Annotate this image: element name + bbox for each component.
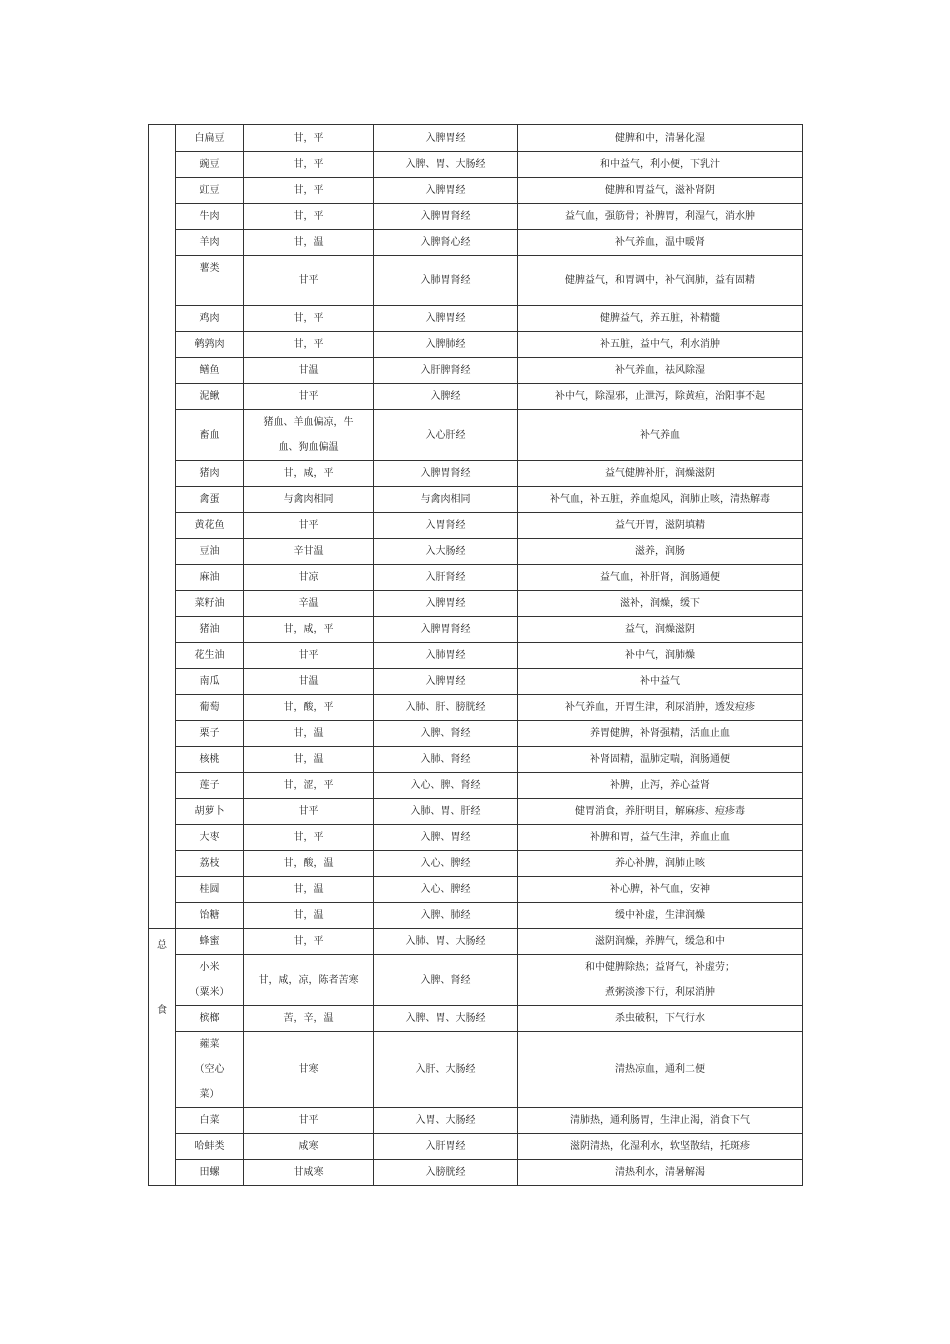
table-row bbox=[149, 358, 803, 384]
effect-cell bbox=[518, 955, 803, 1006]
food-name-cell: 饴糖 bbox=[176, 903, 244, 929]
taste-cell-line: 血、狗血偏温 bbox=[278, 442, 339, 453]
food-name-cell: 白菜 bbox=[176, 1108, 244, 1134]
table-row bbox=[149, 773, 803, 799]
food-name-cell-line: 菜） bbox=[199, 1089, 220, 1100]
table-row bbox=[149, 903, 803, 929]
taste-cell: 甘，平 bbox=[244, 332, 374, 358]
effect-cell: 杀虫破积，下气行水 bbox=[518, 1006, 803, 1032]
effect-cell: 健脾和胃益气，滋补肾阴 bbox=[518, 178, 803, 204]
effect-cell: 滋阴润燥，养脾气，缓急和中 bbox=[518, 929, 803, 955]
table-row bbox=[149, 617, 803, 643]
taste-cell: 甘温 bbox=[244, 669, 374, 695]
effect-cell: 滋养，润肠 bbox=[518, 539, 803, 565]
food-name-cell: 花生油 bbox=[176, 643, 244, 669]
taste-cell: 甘，温 bbox=[244, 721, 374, 747]
table-row bbox=[149, 591, 803, 617]
table-row bbox=[149, 306, 803, 332]
effect-cell: 滋补，润燥，缓下 bbox=[518, 591, 803, 617]
taste-cell: 辛温 bbox=[244, 591, 374, 617]
taste-cell: 甘平 bbox=[244, 384, 374, 410]
taste-cell: 甘平 bbox=[244, 256, 374, 306]
taste-cell: 咸寒 bbox=[244, 1134, 374, 1160]
table-row bbox=[149, 461, 803, 487]
taste-cell: 甘，咸，凉，陈者苦寒 bbox=[244, 955, 374, 1006]
taste-cell bbox=[244, 410, 374, 461]
table-row bbox=[149, 256, 803, 306]
taste-cell: 甘，平 bbox=[244, 152, 374, 178]
meridian-cell: 入肺、胃、肝经 bbox=[374, 799, 518, 825]
table-row bbox=[149, 152, 803, 178]
table-row bbox=[149, 747, 803, 773]
meridian-cell: 入脾胃经 bbox=[374, 591, 518, 617]
effect-cell: 补气养血 bbox=[518, 410, 803, 461]
food-name-cell: 桂圆 bbox=[176, 877, 244, 903]
taste-cell: 甘，涩，平 bbox=[244, 773, 374, 799]
food-name-cell: 荔枝 bbox=[176, 851, 244, 877]
effect-cell: 养胃健脾，补肾强精，活血止血 bbox=[518, 721, 803, 747]
taste-cell: 甘平 bbox=[244, 799, 374, 825]
effect-cell: 养心补脾，润肺止咳 bbox=[518, 851, 803, 877]
food-name-cell: 葡萄 bbox=[176, 695, 244, 721]
food-name-cell: 泥鳅 bbox=[176, 384, 244, 410]
table-row bbox=[149, 332, 803, 358]
table-row bbox=[149, 825, 803, 851]
food-name-cell: 栗子 bbox=[176, 721, 244, 747]
meridian-cell: 入脾、胃、大肠经 bbox=[374, 1006, 518, 1032]
table-row bbox=[149, 695, 803, 721]
taste-cell: 甘，咸，平 bbox=[244, 461, 374, 487]
food-properties-table bbox=[148, 124, 803, 1186]
table-row bbox=[149, 410, 803, 461]
taste-cell: 甘，平 bbox=[244, 825, 374, 851]
food-name-cell: 猪油 bbox=[176, 617, 244, 643]
table-row bbox=[149, 178, 803, 204]
effect-cell: 健脾益气，和胃调中，补气润肺，益有固精 bbox=[518, 256, 803, 306]
meridian-cell: 入肝脾肾经 bbox=[374, 358, 518, 384]
effect-cell: 益气，润燥滋阴 bbox=[518, 617, 803, 643]
taste-cell: 甘，温 bbox=[244, 747, 374, 773]
taste-cell: 甘平 bbox=[244, 643, 374, 669]
meridian-cell: 入心肝经 bbox=[374, 410, 518, 461]
taste-cell: 甘寒 bbox=[244, 1032, 374, 1108]
food-name-cell-line: （空心 bbox=[194, 1064, 225, 1075]
food-name-cell: 麻油 bbox=[176, 565, 244, 591]
meridian-cell: 入脾经 bbox=[374, 384, 518, 410]
effect-cell: 补心脾，补气血，安神 bbox=[518, 877, 803, 903]
table-row bbox=[149, 1006, 803, 1032]
meridian-cell: 入脾、胃、大肠经 bbox=[374, 152, 518, 178]
taste-cell: 甘，平 bbox=[244, 204, 374, 230]
effect-cell: 益气开胃，滋阴填精 bbox=[518, 513, 803, 539]
food-name-cell: 菜籽油 bbox=[176, 591, 244, 617]
food-name-cell: 豆油 bbox=[176, 539, 244, 565]
meridian-cell: 入胃肾经 bbox=[374, 513, 518, 539]
taste-cell: 甘，平 bbox=[244, 178, 374, 204]
meridian-cell: 入脾胃肾经 bbox=[374, 617, 518, 643]
effect-cell: 补中益气 bbox=[518, 669, 803, 695]
meridian-cell: 入脾胃肾经 bbox=[374, 204, 518, 230]
table-row bbox=[149, 1108, 803, 1134]
meridian-cell: 入肝胃经 bbox=[374, 1134, 518, 1160]
food-name-cell-line: （粟米） bbox=[189, 987, 230, 998]
meridian-cell: 入脾胃经 bbox=[374, 125, 518, 152]
taste-cell: 甘凉 bbox=[244, 565, 374, 591]
meridian-cell: 入心、脾、肾经 bbox=[374, 773, 518, 799]
taste-cell: 甘，平 bbox=[244, 125, 374, 152]
taste-cell-line: 猪血、羊血偏凉，牛 bbox=[263, 417, 354, 428]
effect-cell: 补五脏，益中气，利水消肿 bbox=[518, 332, 803, 358]
taste-cell: 甘咸寒 bbox=[244, 1160, 374, 1186]
food-name-cell: 白扁豆 bbox=[176, 125, 244, 152]
table-row bbox=[149, 125, 803, 152]
food-name-cell: 南瓜 bbox=[176, 669, 244, 695]
food-name-cell: 羊肉 bbox=[176, 230, 244, 256]
food-name-cell: 豇豆 bbox=[176, 178, 244, 204]
meridian-cell: 入肝、大肠经 bbox=[374, 1032, 518, 1108]
food-name-cell: 田螺 bbox=[176, 1160, 244, 1186]
meridian-cell: 入大肠经 bbox=[374, 539, 518, 565]
taste-cell: 甘，平 bbox=[244, 306, 374, 332]
table-row bbox=[149, 513, 803, 539]
effect-cell: 补中气，除湿邪，止泄泻，除黄疸，治阳事不起 bbox=[518, 384, 803, 410]
meridian-cell: 入脾胃经 bbox=[374, 669, 518, 695]
food-name-cell: 鹌鹑肉 bbox=[176, 332, 244, 358]
effect-cell: 益气健脾补肝，润燥滋阴 bbox=[518, 461, 803, 487]
food-name-cell: 豌豆 bbox=[176, 152, 244, 178]
table-row bbox=[149, 1134, 803, 1160]
food-name-cell-line: 蕹菜 bbox=[199, 1039, 220, 1050]
food-name-cell: 薯类 bbox=[176, 256, 244, 306]
meridian-cell: 入胃、大肠经 bbox=[374, 1108, 518, 1134]
effect-cell: 清热利水，清暑解渴 bbox=[518, 1160, 803, 1186]
category-cell bbox=[149, 929, 176, 1186]
meridian-cell: 入脾、肾经 bbox=[374, 721, 518, 747]
effect-cell-line: 煮粥淡渗下行，利尿消肿 bbox=[605, 987, 715, 998]
food-name-cell: 黄花鱼 bbox=[176, 513, 244, 539]
taste-cell: 甘平 bbox=[244, 513, 374, 539]
food-name-cell bbox=[176, 955, 244, 1006]
food-name-cell: 槟榔 bbox=[176, 1006, 244, 1032]
taste-cell: 甘平 bbox=[244, 1108, 374, 1134]
meridian-cell: 入心、脾经 bbox=[374, 851, 518, 877]
food-name-cell: 蜂蜜 bbox=[176, 929, 244, 955]
table-row bbox=[149, 669, 803, 695]
table-row bbox=[149, 955, 803, 1006]
food-name-cell: 胡萝卜 bbox=[176, 799, 244, 825]
table-row bbox=[149, 1160, 803, 1186]
taste-cell: 与禽肉相同 bbox=[244, 487, 374, 513]
category-label-char: 食 bbox=[157, 1005, 167, 1016]
food-name-cell: 猪肉 bbox=[176, 461, 244, 487]
taste-cell: 甘，温 bbox=[244, 230, 374, 256]
effect-cell: 清肺热，通利肠胃，生津止渴，消食下气 bbox=[518, 1108, 803, 1134]
effect-cell: 补气养血，开胃生津，利尿消肿，透发痘疹 bbox=[518, 695, 803, 721]
food-name-cell: 鳝鱼 bbox=[176, 358, 244, 384]
meridian-cell: 入脾胃经 bbox=[374, 178, 518, 204]
meridian-cell: 入肺胃肾经 bbox=[374, 256, 518, 306]
table-row bbox=[149, 230, 803, 256]
table-row bbox=[149, 877, 803, 903]
effect-cell: 补中气，润肺燥 bbox=[518, 643, 803, 669]
table-row bbox=[149, 643, 803, 669]
taste-cell: 甘，温 bbox=[244, 877, 374, 903]
food-name-cell: 莲子 bbox=[176, 773, 244, 799]
effect-cell-line: 和中健脾除热；益肾气，补虚劳； bbox=[585, 962, 735, 973]
effect-cell: 益气血，补肝肾，润肠通便 bbox=[518, 565, 803, 591]
meridian-cell: 入肺、肾经 bbox=[374, 747, 518, 773]
meridian-cell: 入肺、肝、膀胱经 bbox=[374, 695, 518, 721]
table-row bbox=[149, 799, 803, 825]
meridian-cell: 入脾肾心经 bbox=[374, 230, 518, 256]
effect-cell: 补气养血，祛风除湿 bbox=[518, 358, 803, 384]
table-row bbox=[149, 929, 803, 955]
taste-cell: 甘温 bbox=[244, 358, 374, 384]
taste-cell: 甘，咸，平 bbox=[244, 617, 374, 643]
effect-cell: 补气养血，温中暖肾 bbox=[518, 230, 803, 256]
effect-cell: 补气血，补五脏，养血熄风，润肺止咳，清热解毒 bbox=[518, 487, 803, 513]
table-row bbox=[149, 539, 803, 565]
table-row bbox=[149, 487, 803, 513]
taste-cell: 甘，温 bbox=[244, 903, 374, 929]
meridian-cell: 入脾胃肾经 bbox=[374, 461, 518, 487]
effect-cell: 补脾和胃，益气生津，养血止血 bbox=[518, 825, 803, 851]
effect-cell: 健胃消食，养肝明目，解麻疹、痘疹毒 bbox=[518, 799, 803, 825]
category-cell-upper bbox=[149, 125, 176, 929]
meridian-cell: 入脾、肺经 bbox=[374, 903, 518, 929]
meridian-cell: 入脾、胃经 bbox=[374, 825, 518, 851]
food-name-cell: 核桃 bbox=[176, 747, 244, 773]
food-name-cell: 哈蚌类 bbox=[176, 1134, 244, 1160]
effect-cell: 滋阴清热，化湿利水，软坚散结，托斑疹 bbox=[518, 1134, 803, 1160]
table-row bbox=[149, 204, 803, 230]
effect-cell: 补肾固精，温肺定喘，润肠通便 bbox=[518, 747, 803, 773]
meridian-cell: 入肺胃经 bbox=[374, 643, 518, 669]
food-name-cell: 牛肉 bbox=[176, 204, 244, 230]
taste-cell: 甘，酸，平 bbox=[244, 695, 374, 721]
meridian-cell: 入脾肺经 bbox=[374, 332, 518, 358]
effect-cell: 和中益气，利小便，下乳汁 bbox=[518, 152, 803, 178]
meridian-cell: 入心、脾经 bbox=[374, 877, 518, 903]
table-row bbox=[149, 851, 803, 877]
taste-cell: 甘，平 bbox=[244, 929, 374, 955]
meridian-cell: 与禽肉相同 bbox=[374, 487, 518, 513]
effect-cell: 健脾和中，清暑化湿 bbox=[518, 125, 803, 152]
food-name-cell-line: 小米 bbox=[199, 962, 220, 973]
effect-cell: 缓中补虚，生津润燥 bbox=[518, 903, 803, 929]
taste-cell: 辛甘温 bbox=[244, 539, 374, 565]
food-name-cell: 畜血 bbox=[176, 410, 244, 461]
food-name-cell: 禽蛋 bbox=[176, 487, 244, 513]
meridian-cell: 入肝肾经 bbox=[374, 565, 518, 591]
table-row bbox=[149, 721, 803, 747]
meridian-cell: 入脾胃经 bbox=[374, 306, 518, 332]
effect-cell: 清热凉血，通利二便 bbox=[518, 1032, 803, 1108]
meridian-cell: 入肺、胃、大肠经 bbox=[374, 929, 518, 955]
meridian-cell: 入膀胱经 bbox=[374, 1160, 518, 1186]
food-name-cell: 鸡肉 bbox=[176, 306, 244, 332]
effect-cell: 补脾，止泻，养心益肾 bbox=[518, 773, 803, 799]
taste-cell: 苦，辛，温 bbox=[244, 1006, 374, 1032]
table-row bbox=[149, 384, 803, 410]
taste-cell: 甘，酸，温 bbox=[244, 851, 374, 877]
food-name-cell bbox=[176, 1032, 244, 1108]
effect-cell: 益气血，强筋骨；补脾胃，利湿气，消水肿 bbox=[518, 204, 803, 230]
meridian-cell: 入脾、肾经 bbox=[374, 955, 518, 1006]
table-row bbox=[149, 1032, 803, 1108]
food-name-cell: 大枣 bbox=[176, 825, 244, 851]
effect-cell: 健脾益气，养五脏，补精髓 bbox=[518, 306, 803, 332]
table-row bbox=[149, 565, 803, 591]
category-label-char: 总 bbox=[157, 940, 167, 951]
